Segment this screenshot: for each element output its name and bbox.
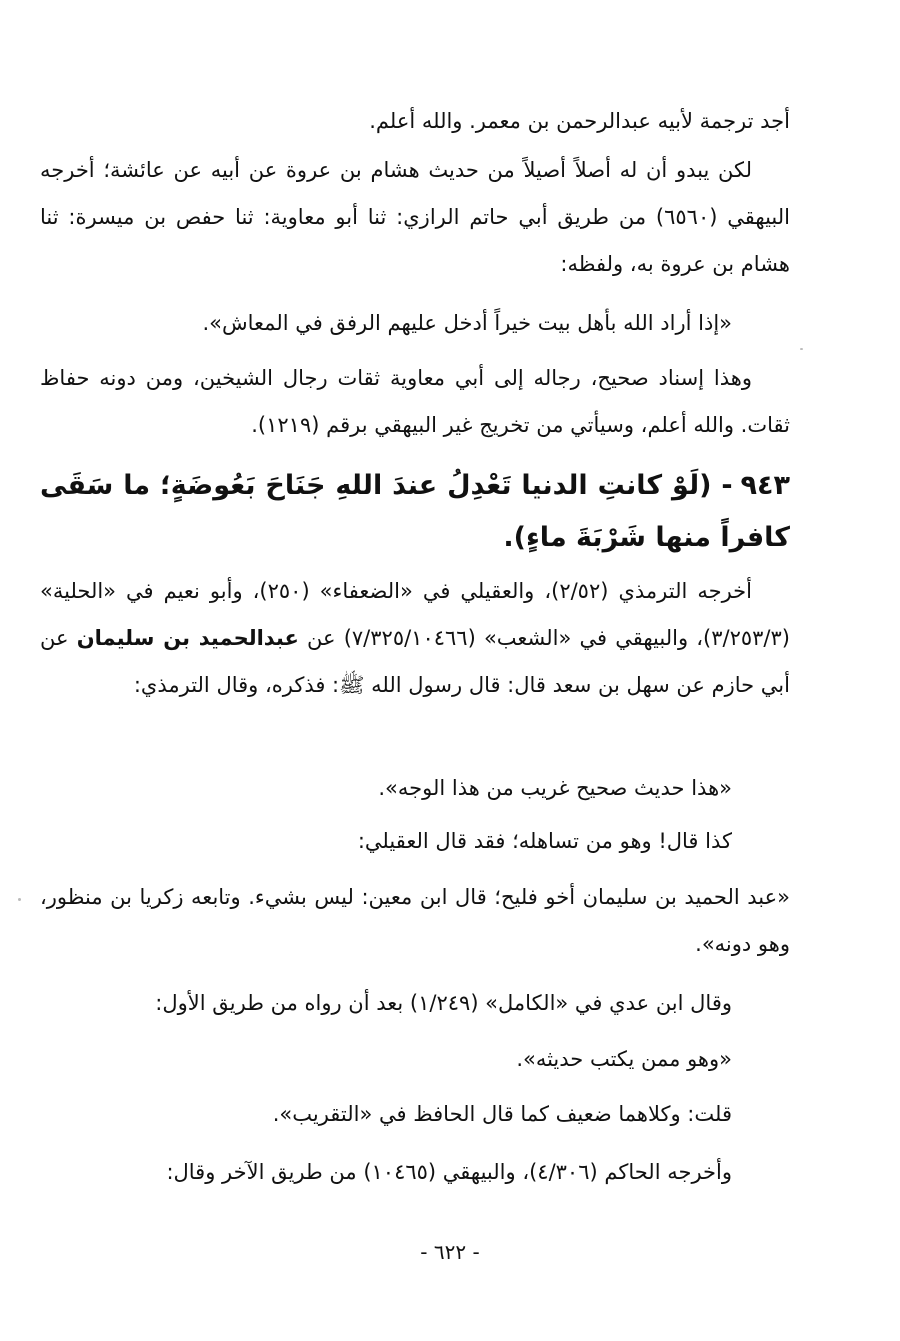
paragraph-1: أجد ترجمة لأبيه عبدالرحمن بن معمر. والله أعلم.: [369, 109, 790, 133]
quote-1: «إذا أراد الله بأهل بيت خيراً أدخل عليهم الرفق في المعاش».: [202, 311, 732, 335]
paragraph-4-intro: أخرجه الترمذي (٢/٥٢)، والعقيلي في «الضعفاء» (٢٥٠)، وأبو نعيم في «الحلية» (٣/٢٥٣/٣)، والبيهقي في «الشعب» (٧/٣٢٥/١٠٤٦٦) عن: [40, 579, 790, 650]
quote-2: «هذا حديث صحيح غريب من هذا الوجه».: [378, 776, 732, 800]
paragraph-2: لكن يبدو أن له أصلاً أصيلاً من حديث هشام بن عروة عن أبيه عن عائشة؛ أخرجه البيهقي (٦٥٦٠) من طريق أبي حاتم الرازي: ثنا أبو معاوية: ثنا حفص بن ميسرة: ثنا هشام بن عروة به، ولفظه:: [40, 158, 790, 276]
page-number: - ٦٢٢ -: [420, 1240, 480, 1264]
paragraph-4-rest: عن أبي حازم عن سهل بن سعد قال: قال رسول الله ﷺ: فذكره، وقال الترمذي:: [40, 626, 790, 697]
hadith-text: - (لَوْ كانتِ الدنيا تَعْدِلُ عندَ اللهِ جَنَاحَ بَعُوضَةٍ؛ ما سَقَى كافراً منها شَرْبَةَ ماءٍ).: [40, 470, 790, 553]
scan-speck: [800, 348, 803, 350]
quote-5: «وهو ممن يكتب حديثه».: [516, 1047, 732, 1071]
quote-4: وقال ابن عدي في «الكامل» (١/٢٤٩) بعد أن رواه من طريق الأول:: [155, 991, 732, 1015]
hadith-number: ٩٤٣: [740, 470, 790, 501]
scan-speck: [18, 898, 21, 901]
hadith-heading: [40, 460, 790, 564]
quote-3: كذا قال! وهو من تساهله؛ فقد قال العقيلي:: [357, 829, 732, 853]
quote-6: قلت: وكلاهما ضعيف كما قال الحافظ في «التقريب».: [272, 1102, 732, 1126]
quote-7: وأخرجه الحاكم (٤/٣٠٦)، والبيهقي (١٠٤٦٥) من طريق الآخر وقال:: [166, 1160, 732, 1184]
paragraph-5: «عبد الحميد بن سليمان أخو فليح؛ قال ابن معين: ليس بشيء. وتابعه زكريا بن منظور، وهو دونه».: [40, 885, 790, 956]
paragraph-3: وهذا إسناد صحيح، رجاله إلى أبي معاوية ثقات رجال الشيخين، ومن دونه حفاظ ثقات. والله أعلم، وسيأتي من تخريج غير البيهقي برقم (١٢١٩).: [40, 366, 790, 437]
paragraph-4: [40, 568, 790, 709]
narrator-name: عبدالحميد بن سليمان: [76, 626, 299, 650]
